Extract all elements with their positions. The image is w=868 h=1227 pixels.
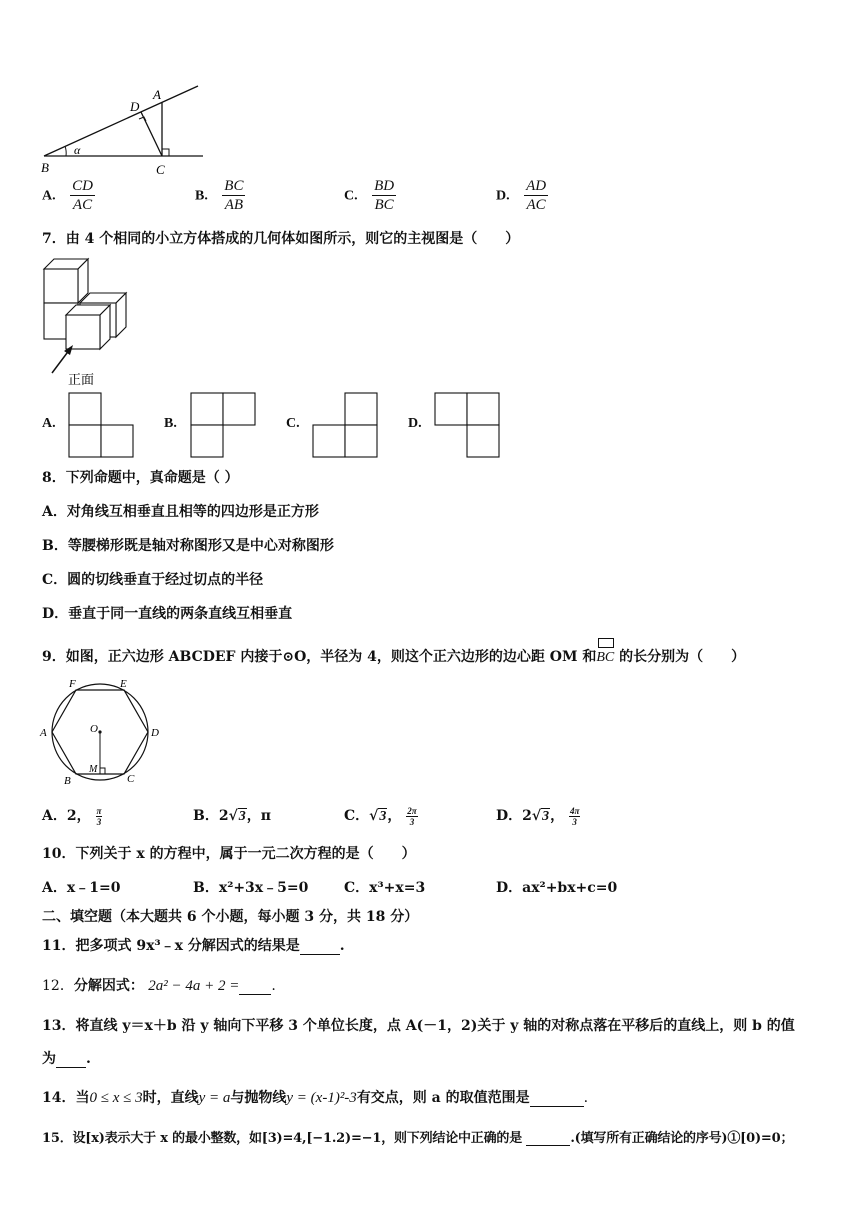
section-heading: 二、填空题（本大题共 6 个小题，每小题 3 分，共 18 分） [42, 909, 419, 925]
q8-stem: 8．下列命题中，真命题是（ ） [42, 470, 239, 486]
q6-triangle-figure [38, 84, 213, 179]
q14-blank[interactable] [530, 1092, 584, 1107]
q13-blank[interactable] [56, 1053, 86, 1068]
fig-label-alpha: α [74, 143, 81, 157]
fig-label-A: A [153, 87, 161, 102]
q15-blank[interactable] [526, 1132, 570, 1146]
q12: 12．分解因式： 2a² − 4a + 2 = . [42, 978, 276, 994]
arc-bc: BC [596, 650, 614, 665]
q10-option-b[interactable]: B．x²+3x﹣5=0 [193, 880, 309, 896]
hex-label-M: M [89, 764, 98, 775]
q7-option-b-view[interactable] [189, 392, 257, 458]
hex-label-C: C [127, 773, 135, 785]
q11: 11．把多项式 9x³﹣x 分解因式的结果是 . [42, 938, 345, 954]
hex-label-O: O [90, 723, 98, 735]
q13-line2: 为 . [42, 1051, 91, 1067]
q7-option-a-label[interactable]: A. [42, 416, 56, 431]
q7-option-d-view[interactable] [433, 392, 501, 458]
q7-option-d-label[interactable]: D. [408, 416, 422, 431]
q7-stem: 7．由 4 个相同的小立方体搭成的几何体如图所示，则它的主视图是（ ） [42, 231, 520, 247]
q10-option-c[interactable]: C．x³+x=3 [344, 880, 426, 896]
q8-option-b[interactable]: B．等腰梯形既是轴对称图形又是中心对称图形 [42, 538, 334, 554]
hex-label-A: A [40, 727, 47, 739]
fig-label-B: B [41, 160, 49, 175]
hex-label-D: D [151, 727, 159, 739]
q7-cubes-figure [40, 255, 130, 387]
fig-label-C: C [156, 162, 165, 177]
q9-option-c[interactable]: C．√3， $\frac{2\pi}{3}$ [344, 805, 417, 827]
q6-option-d[interactable]: D. $\frac{AD}{AC}$ [496, 178, 547, 213]
q13-line1: 13．将直线 y＝x＋b 沿 y 轴向下平移 3 个单位长度，点 A(－1，2)关于 y 轴的对称点落在平移后的直线上，则 b 的值 [42, 1018, 795, 1034]
front-label: 正面 [68, 372, 95, 387]
q15: 15．设[x)表示大于 x 的最小整数，如[3)=4,[−1.2)=−1，则下列结论中正确的是 .(填写所有正确结论的序号)①[0)=0； [42, 1131, 794, 1146]
q7-option-a-view[interactable] [67, 392, 135, 458]
hex-label-E: E [120, 678, 127, 690]
q12-blank[interactable] [239, 980, 271, 995]
hex-label-B: B [64, 775, 71, 787]
q8-option-a[interactable]: A．对角线互相垂直且相等的四边形是正方形 [42, 504, 319, 520]
hex-label-F: F [69, 678, 76, 690]
q8-option-c[interactable]: C．圆的切线垂直于经过切点的半径 [42, 572, 264, 588]
q9-option-d[interactable]: D．2√3， $\frac{4\pi}{3}$ [496, 805, 580, 827]
q7-option-c-view[interactable] [311, 392, 379, 458]
q7-option-b-label[interactable]: B. [164, 416, 177, 431]
q10-stem: 10．下列关于 x 的方程中，属于一元二次方程的是（ ） [42, 846, 416, 862]
q14: 14．当0 ≤ x ≤ 3时，直线y = a与抛物线y = (x-1)²-3有交点，则 a 的取值范围是 . [42, 1090, 589, 1106]
q9-option-a[interactable]: A．2， $\frac{\pi}{3}$ [42, 805, 102, 827]
q8-option-d[interactable]: D．垂直于同一直线的两条直线互相垂直 [42, 606, 293, 622]
q6-option-c[interactable]: C. $\frac{BD}{BC}$ [344, 178, 395, 213]
q6-option-b[interactable]: B. $\frac{BC}{AB}$ [195, 178, 244, 213]
fig-label-D: D [130, 99, 140, 114]
q9-hexagon-figure [38, 676, 163, 790]
q10-option-d[interactable]: D．ax²+bx+c=0 [496, 880, 618, 896]
q11-blank[interactable] [300, 940, 340, 955]
q9-option-b[interactable]: B．2√3，π [193, 808, 272, 824]
q10-option-a[interactable]: A．x﹣1=0 [42, 880, 121, 896]
q9-stem: 9．如图，正六边形 ABCDEF 内接于⊙O，半径为 4，则这个正六边形的边心距 OM 和 BC 的长分别为（ ） [42, 646, 745, 666]
q6-option-a[interactable]: A. $\frac{CD}{AC}$ [42, 178, 93, 213]
q7-option-c-label[interactable]: C. [286, 416, 300, 431]
circled-one: ① [727, 1131, 741, 1146]
